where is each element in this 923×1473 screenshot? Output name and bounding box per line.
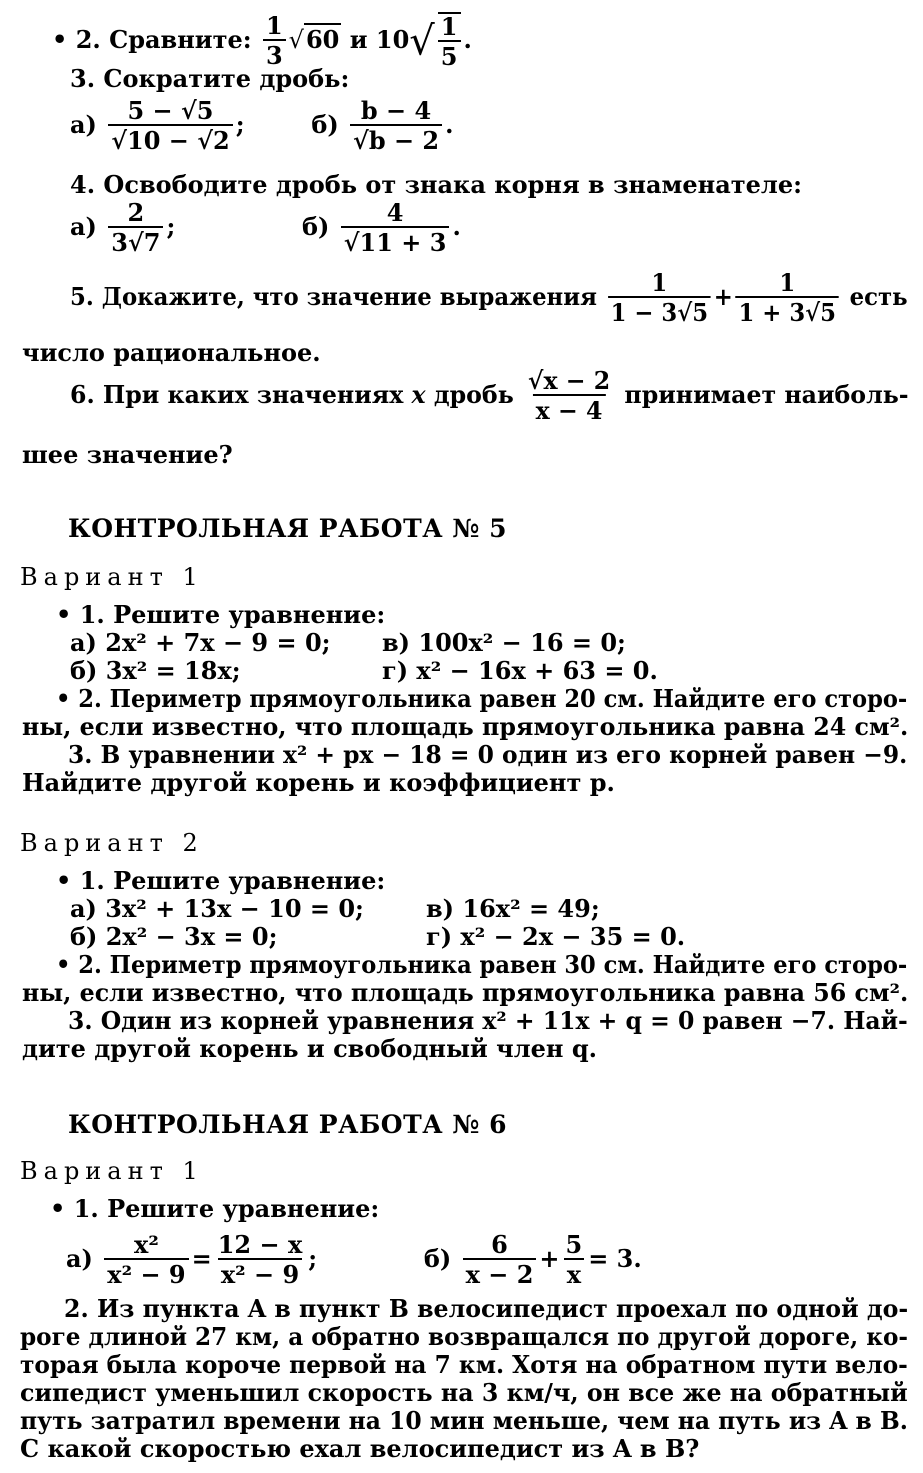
fraction: $\frac{1}{1 + 3√5}$ — [736, 270, 839, 327]
fraction: $\frac{1}{1 - 3√5}$ — [608, 270, 711, 327]
task-cyclist-line: торая была короче первой на 7 км. Хотя на обратном пути вело- — [20, 1350, 908, 1379]
task-cyclist-line: путь затратил времени на 10 мин меньше, чем на путь из A в B. — [20, 1406, 908, 1435]
task-perimeter: • 2. Периметр прямоугольника равен 20 см. Найдите его сторо- — [56, 684, 908, 713]
variant-label: Вариант 1 — [20, 563, 204, 591]
task-compare: • 2. Сравните: $\frac{1}{3}$ √60 и 10√ $\frac{1}{5}$ . — [52, 11, 472, 72]
fraction: $\frac{4}{√11 + 3}$ — [341, 200, 450, 257]
equation-v: в) 100x² − 16 = 0; — [382, 628, 626, 657]
fraction: $\frac{1}{3}$ — [263, 13, 286, 70]
task-prove-line2: число рациональное. — [22, 338, 321, 367]
task-perimeter-line2: ны, если известно, что площадь прямоугольника равна 24 см². — [22, 712, 909, 741]
fraction: $\frac{b - 4}{√b - 2}$ — [350, 98, 442, 155]
task-cyclist-line: С какой скоростью ехал велосипедист из A в B? — [20, 1434, 700, 1463]
task-prove: 5. Докажите, что значение выражения $\frac{1}{1 - 3√5}$ + $\frac{1}{1 + 3√5}$ есть — [70, 268, 908, 328]
task-reduce-title: 3. Сократите дробь: — [70, 64, 350, 93]
task-solve-title: • 1. Решите уравнение: — [56, 866, 386, 895]
task-vieta-line2: Найдите другой корень и коэффициент p. — [22, 768, 615, 797]
task-perimeter: • 2. Периметр прямоугольника равен 30 см. Найдите его сторо- — [56, 950, 908, 979]
equation-g: г) x² − 16x + 63 = 0. — [382, 656, 658, 685]
equation-a: а) 3x² + 13x − 10 = 0; — [70, 894, 364, 923]
equation-b: б) 2x² − 3x = 0; — [70, 922, 278, 951]
fraction: $\frac{2}{3√7}$ — [108, 200, 163, 257]
equation-v: в) 16x² = 49; — [426, 894, 600, 923]
fraction: $\frac{12 - x}{\text{x² − 9}}$ — [217, 1230, 303, 1290]
task-rationalize-parts: а) $\frac{2}{3√7}$ ; б) $\frac{4}{√11 + 3}$ . — [70, 198, 461, 258]
task-solve-title: • 1. Решите уравнение: — [50, 1194, 380, 1223]
task-max-line2: шее значение? — [22, 440, 233, 469]
variant-label: Вариант 1 — [20, 1157, 204, 1185]
task-cyclist-line: сипедист уменьшил скорость на 3 км/ч, он все же на обратный — [20, 1378, 908, 1407]
task-perimeter-line2: ны, если известно, что площадь прямоугольника равна 56 см². — [22, 978, 909, 1007]
equation-b: б) 3x² = 18x; — [70, 656, 241, 685]
equation-g: г) x² − 2x − 35 = 0. — [426, 922, 686, 951]
section-title-kr6: КОНТРОЛЬНАЯ РАБОТА № 6 — [68, 1110, 508, 1139]
task-cyclist-line: роге длиной 27 км, а обратно возвращался по другой дороге, ко- — [20, 1322, 908, 1351]
section-title-kr5: КОНТРОЛЬНАЯ РАБОТА № 5 — [68, 514, 508, 543]
task-vieta: 3. Один из корней уравнения x² + 11x + q = 0 равен −7. Най- — [68, 1006, 908, 1035]
fraction: $\frac{\text{x²}}{\text{x² − 9}}$ — [104, 1232, 188, 1289]
task-max: 6. При каких значениях x дробь $\frac{√x - 2}{x - 4}$ принимает наиболь- — [70, 366, 909, 426]
fraction: $\frac{5}{x}$ — [565, 1230, 583, 1290]
rational-equations: а) $\frac{\text{x²}}{\text{x² − 9}}$ = $\frac{12 - x}{\text{x² − 9}}$ ; б) $\frac{6}{x - 2}$ + $\frac{5}{x}$ = 3. — [66, 1230, 642, 1290]
equation-a: а) 2x² + 7x − 9 = 0; — [70, 628, 331, 657]
task-cyclist: 2. Из пункта A в пункт B велосипедист проехал по одной до- — [64, 1294, 909, 1323]
task-rationalize-title: 4. Освободите дробь от знака корня в знаменателе: — [70, 170, 802, 199]
fraction: $\frac{5 - √5}{√10 - √2}$ — [108, 98, 232, 155]
task-vieta: 3. В уравнении x² + px − 18 = 0 один из его корней равен −9. — [68, 740, 908, 769]
task-solve-title: • 1. Решите уравнение: — [56, 600, 386, 629]
variant-label: Вариант 2 — [20, 829, 204, 857]
fraction: $\frac{√x - 2}{x - 4}$ — [527, 366, 611, 426]
task-reduce-parts: а) $\frac{5 - √5}{√10 - √2}$ ; б) $\frac{b - 4}{√b - 2}$ . — [70, 96, 454, 156]
task-vieta-line2: дите другой корень и свободный член q. — [22, 1034, 597, 1063]
fraction: $\frac{6}{x - 2}$ — [463, 1232, 537, 1289]
